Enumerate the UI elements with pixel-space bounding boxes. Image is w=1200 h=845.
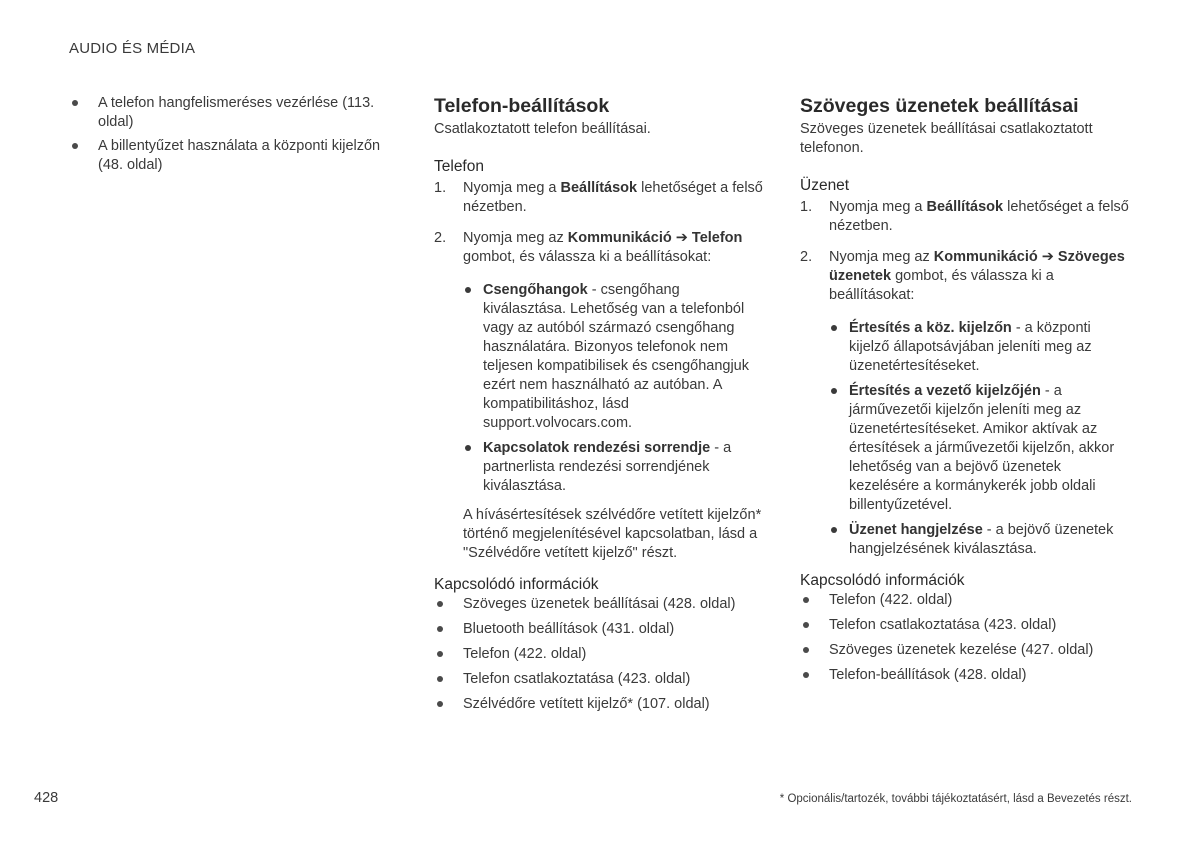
step-text-pre: Nyomja meg az	[463, 230, 568, 246]
sms-options-list	[829, 319, 1135, 559]
step-text-post: gombot, és válassza ki a beállításokat:	[829, 268, 1054, 303]
step-text-post: lehetőséget a felső nézetben.	[463, 180, 763, 215]
option-item	[829, 521, 1135, 559]
step-item	[800, 248, 1135, 559]
step-text-post: gombot, és válassza ki a beállításokat:	[463, 249, 712, 265]
column-phone-settings	[434, 94, 764, 720]
related-link[interactable]: Szöveges üzenetek kezelése (427. oldal)	[800, 641, 1135, 660]
option-description: - a bejövő üzenetek hangjelzésének kiválasztása.	[849, 522, 1114, 557]
option-item	[829, 319, 1135, 376]
phone-section-heading: Telefon	[434, 158, 484, 175]
option-name: Értesítés a köz. kijelzőn	[849, 320, 1012, 336]
option-name: Csengőhangok	[483, 282, 588, 298]
related-link[interactable]: Bluetooth beállítások (431. oldal)	[434, 620, 764, 639]
step-number: 2.	[800, 249, 813, 265]
related-link[interactable]: Szöveges üzenetek beállításai (428. oldal)	[434, 595, 764, 614]
phone-options-list	[463, 281, 764, 496]
related-link[interactable]: Telefon (422. oldal)	[434, 645, 764, 664]
option-description: - a partnerlista rendezési sorrendjének kiválasztása.	[483, 440, 732, 494]
step-text-post: lehetőséget a felső nézetben.	[829, 199, 1129, 234]
step-item	[434, 229, 764, 563]
related-list	[800, 591, 1135, 685]
related-link[interactable]: Telefon csatlakoztatása (423. oldal)	[800, 616, 1135, 635]
option-name: Értesítés a vezető kijelzőjén	[849, 383, 1041, 399]
related-list	[434, 595, 764, 714]
option-item	[829, 382, 1135, 515]
step-text-pre: Nyomja meg a	[829, 199, 927, 215]
step-text-bold: Kommunikáció ➔ Telefon	[567, 230, 743, 246]
step-text-bold: Beállítások	[560, 180, 638, 196]
reference-item[interactable]: A telefon hangfelismeréses vezérlése (113. oldal)	[69, 94, 399, 132]
option-description: - csengőhang kiválasztása. Lehetőség van a telefonból vagy az autóból származó csengőhang használatára. Bizonyos telefonok nem teljesen kompatibilisek és csengőhangjuk ezért nem használható az autóban. A kompatibilitáshoz, lásd support.volvocars.com.	[483, 282, 749, 431]
sms-section-heading: Üzenet	[800, 177, 850, 194]
sms-steps	[800, 198, 1135, 559]
related-info-heading: Kapcsolódó információk	[434, 576, 599, 593]
reference-item[interactable]: A billentyűzet használata a központi kijelzőn (48. oldal)	[69, 137, 399, 175]
related-link[interactable]: Telefon (422. oldal)	[800, 591, 1135, 610]
step-number: 1.	[434, 180, 447, 196]
sms-related-info	[800, 571, 1135, 685]
option-description: - a központi kijelző állapotsávjában jeleníti meg az üzenetértesítéseket.	[849, 320, 1092, 374]
footnote: * Opcionális/tartozék, további tájékoztatásért, lásd a Bevezetés részt.	[779, 793, 1132, 805]
option-name: Kapcsolatok rendezési sorrendje	[483, 440, 711, 456]
step-item	[800, 198, 1135, 236]
step-item	[434, 179, 764, 217]
phone-related-info	[434, 575, 764, 714]
step-text-pre: Nyomja meg a	[463, 180, 561, 196]
phone-steps	[434, 179, 764, 563]
phone-settings-title: Telefon-beállítások	[434, 95, 610, 117]
hud-note: A hívásértesítések szélvédőre vetített kijelzőn* történő megjelenítésével kapcsolatban, lásd a "Szélvédőre vetített kijelző" részt.	[463, 507, 762, 561]
option-item	[463, 281, 764, 433]
column-left	[69, 94, 399, 180]
step-text-pre: Nyomja meg az	[829, 249, 934, 265]
phone-settings-intro: Csatlakoztatott telefon beállításai.	[434, 121, 651, 137]
section-header: AUDIO ÉS MÉDIA	[69, 40, 196, 57]
related-link[interactable]: Telefon-beállítások (428. oldal)	[800, 666, 1135, 685]
page-number: 428	[34, 790, 59, 806]
related-info-heading: Kapcsolódó információk	[800, 572, 965, 589]
option-item	[463, 439, 764, 496]
step-number: 1.	[800, 199, 813, 215]
sms-settings-intro: Szöveges üzenetek beállításai csatlakoztatott telefonon.	[800, 121, 1093, 156]
step-text-bold: Kommunikáció ➔ Szöveges üzenetek	[829, 249, 1125, 284]
option-name: Üzenet hangjelzése	[849, 522, 983, 538]
sms-settings-title: Szöveges üzenetek beállításai	[800, 95, 1079, 117]
step-text-bold: Beállítások	[926, 199, 1004, 215]
reference-list	[69, 94, 399, 175]
option-description: - a járművezetői kijelzőn jeleníti meg az üzenetértesítéseket. Amikor aktívak az értesítések a járművezetői kijelzőn, akkor lehetőség van a bejövő üzenetek kezelésére a kormánykerék jobb oldali billentyűzetével.	[849, 383, 1115, 513]
column-sms-settings	[800, 94, 1135, 691]
step-number: 2.	[434, 230, 447, 246]
related-link[interactable]: Szélvédőre vetített kijelző* (107. oldal)	[434, 695, 764, 714]
related-link[interactable]: Telefon csatlakoztatása (423. oldal)	[434, 670, 764, 689]
